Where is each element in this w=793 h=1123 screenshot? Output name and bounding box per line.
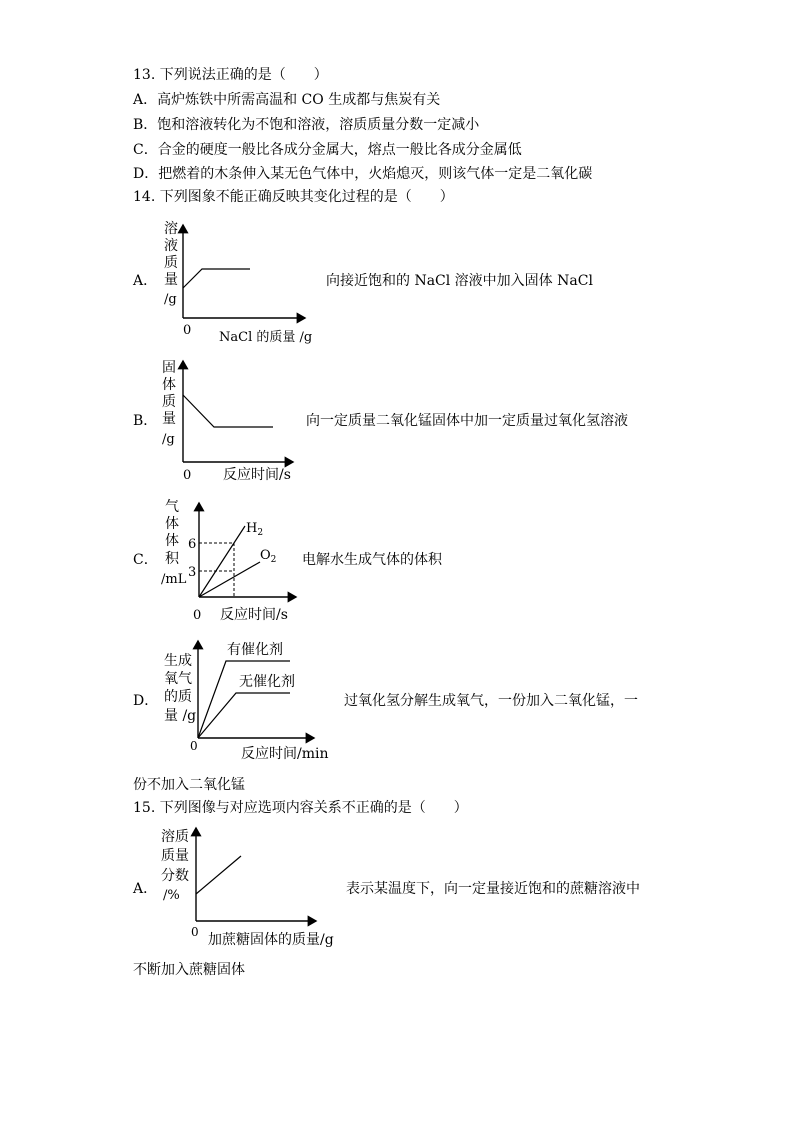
q13-option-b: B．饱和溶液转化为不饱和溶液，溶质质量分数一定减小 (133, 117, 480, 133)
solid-mass-curve (183, 395, 273, 427)
y-label-2: 液 (164, 238, 178, 254)
q14-a-graph (150, 215, 325, 350)
y-label-3: 分数 (161, 868, 189, 884)
q14-c-graph (150, 495, 310, 630)
y-label-2: 氧气 (164, 671, 192, 687)
tick-6: 6 (188, 537, 197, 552)
tick-3: 3 (188, 565, 197, 580)
o2-label: $O_2$ (260, 548, 277, 565)
no-catalyst-label: 无催化剂 (239, 674, 295, 690)
q14-a-letter: A． (133, 273, 158, 289)
y-label-2: 体 (165, 516, 179, 532)
y-label-1: 溶 (164, 221, 178, 237)
x-label: 反应时间/s (223, 467, 291, 483)
y-label-2: 体 (162, 377, 176, 393)
o2-line (199, 562, 260, 597)
y-label-3: 质 (162, 394, 176, 410)
h2-line (199, 526, 245, 597)
y-label-1: 溶质 (161, 829, 189, 845)
q14-d-desc-cont: 份不加入二氧化锰 (133, 777, 245, 793)
q14-stem: 14. 下列图象不能正确反映其变化过程的是（ ） (133, 189, 454, 205)
q15-a-letter: A． (133, 881, 158, 897)
y-label-5: /g (162, 432, 175, 447)
y-label-3: 的质 (164, 689, 192, 705)
q14-d-letter: D． (133, 693, 159, 709)
h2-label: $H_2$ (246, 521, 264, 538)
with-catalyst-curve (198, 661, 290, 738)
q13-option-d: D．把燃着的木条伸入某无色气体中，火焰熄灭，则该气体一定是二氧化碳 (133, 166, 593, 182)
q15-a-graph (150, 822, 345, 952)
origin-label: 0 (183, 323, 192, 338)
q14-b-desc: 向一定质量二氧化锰固体中加一定质量过氧化氢溶液 (306, 413, 628, 429)
solution-mass-curve (183, 269, 250, 288)
y-label-5: /g (164, 292, 177, 307)
y-label-4: 积 (165, 551, 179, 567)
q13-option-a: A．高炉炼铁中所需高温和 CO 生成都与焦炭有关 (133, 92, 441, 108)
q14-b-graph (150, 355, 325, 490)
y-label-1: 气 (165, 499, 179, 515)
catalyst-label: 有催化剂 (227, 642, 283, 658)
y-label-4: 量 (162, 411, 176, 427)
y-label-2: 质量 (161, 848, 189, 864)
y-label-4: 量 (164, 272, 178, 288)
q14-d-desc: 过氧化氢分解生成氧气，一份加入二氧化锰，一 (344, 693, 638, 709)
x-label: 加蔗糖固体的质量/g (208, 932, 334, 948)
q15-a-desc-cont: 不断加入蔗糖固体 (133, 962, 245, 978)
x-label: 反应时间/s (220, 607, 288, 623)
q14-a-desc: 向接近饱和的 NaCl 溶液中加入固体 NaCl (326, 273, 593, 289)
q13-option-c: C．合金的硬度一般比各成分金属大，熔点一般比各成分金属低 (133, 142, 522, 158)
y-label-1: 固 (162, 360, 176, 376)
origin-label: 0 (190, 739, 198, 753)
x-label: 反应时间/min (241, 746, 329, 762)
mass-fraction-line (196, 856, 241, 894)
q14-d-graph (150, 635, 335, 765)
q14-c-letter: C． (133, 552, 158, 568)
origin-label: 0 (183, 468, 192, 483)
y-label-1: 生成 (164, 653, 192, 669)
x-label: NaCl 的质量 /g (219, 330, 313, 345)
q15-stem: 15. 下列图像与对应选项内容关系不正确的是（ ） (133, 800, 468, 816)
y-label-3: 质 (164, 255, 178, 271)
q13-stem: 13. 下列说法正确的是（ ） (133, 67, 328, 83)
q14-b-letter: B． (133, 413, 158, 429)
q14-c-desc: 电解水生成气体的体积 (302, 552, 442, 568)
q15-a-desc: 表示某温度下，向一定量接近饱和的蔗糖溶液中 (346, 881, 640, 897)
origin-label: 0 (193, 608, 202, 623)
y-label-5: /mL (161, 572, 187, 587)
y-label-3: 体 (165, 533, 179, 549)
origin-label: 0 (191, 925, 199, 939)
y-label-4: 量 /g (164, 708, 197, 724)
y-label-4: /% (163, 888, 180, 903)
